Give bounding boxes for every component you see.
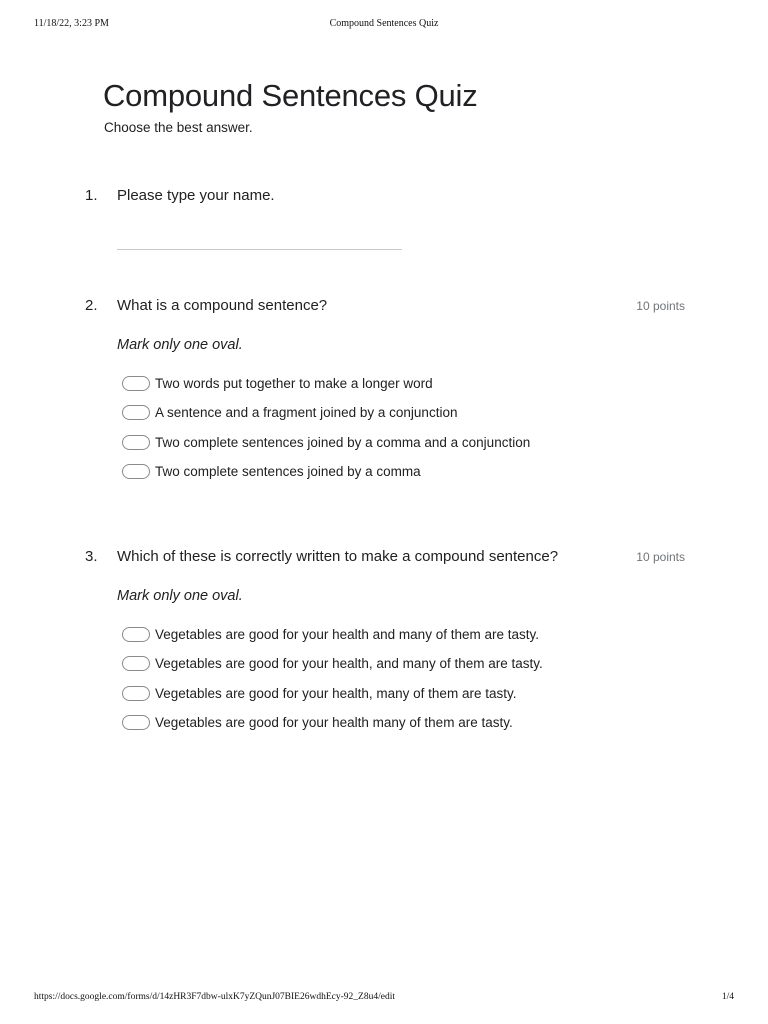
points-badge: 10 points: [636, 550, 685, 564]
radio-oval-icon[interactable]: [122, 627, 150, 642]
print-footer: [34, 992, 734, 1006]
question-text: Which of these is correctly written to make a compound sentence?: [117, 548, 559, 565]
option-item[interactable]: [122, 708, 543, 737]
option-label: Two words put together to make a longer word: [155, 376, 433, 392]
option-label: Vegetables are good for your health, and many of them are tasty.: [155, 656, 543, 672]
option-label: Two complete sentences joined by a comma and a conjunction: [155, 434, 531, 450]
question-2: [85, 297, 685, 487]
question-number: 2.: [85, 297, 98, 314]
name-input[interactable]: [117, 249, 402, 250]
question-instruction: Mark only one oval.: [117, 588, 243, 604]
form-title: Compound Sentences Quiz: [103, 78, 478, 113]
option-label: Two complete sentences joined by a comma: [155, 464, 421, 480]
question-1: [85, 187, 685, 257]
radio-oval-icon[interactable]: [122, 715, 150, 730]
option-label: Vegetables are good for your health, many of them are tasty.: [155, 685, 517, 701]
radio-oval-icon[interactable]: [122, 435, 150, 450]
print-header: [34, 18, 734, 32]
option-label: Vegetables are good for your health and many of them are tasty.: [155, 627, 539, 643]
print-url: https://docs.google.com/forms/d/14zHR3F7dbw-ulxK7yZQunJ07BIE26wdhEcy-92_Z8u4/edit: [34, 992, 395, 1002]
question-number: 3.: [85, 548, 98, 565]
question-instruction: Mark only one oval.: [117, 337, 243, 353]
option-item[interactable]: [122, 369, 530, 398]
options-list: [122, 620, 543, 737]
option-item[interactable]: [122, 620, 543, 649]
form-description: Choose the best answer.: [104, 120, 253, 135]
question-number: 1.: [85, 187, 98, 204]
option-item[interactable]: [122, 457, 530, 486]
page-number: 1/4: [721, 992, 734, 1002]
print-title: Compound Sentences Quiz: [329, 18, 439, 29]
print-datetime: 11/18/22, 3:23 PM: [34, 18, 109, 29]
option-item[interactable]: [122, 649, 543, 678]
option-label: A sentence and a fragment joined by a conjunction: [155, 405, 458, 421]
option-item[interactable]: [122, 398, 530, 427]
option-item[interactable]: [122, 679, 543, 708]
radio-oval-icon[interactable]: [122, 464, 150, 479]
option-label: Vegetables are good for your health many of them are tasty.: [155, 715, 513, 731]
radio-oval-icon[interactable]: [122, 686, 150, 701]
question-text: Please type your name.: [117, 187, 275, 204]
question-text: What is a compound sentence?: [117, 297, 328, 314]
radio-oval-icon[interactable]: [122, 405, 150, 420]
option-item[interactable]: [122, 428, 530, 457]
question-3: [85, 548, 685, 738]
options-list: [122, 369, 530, 486]
points-badge: 10 points: [636, 299, 685, 313]
radio-oval-icon[interactable]: [122, 376, 150, 391]
radio-oval-icon[interactable]: [122, 656, 150, 671]
